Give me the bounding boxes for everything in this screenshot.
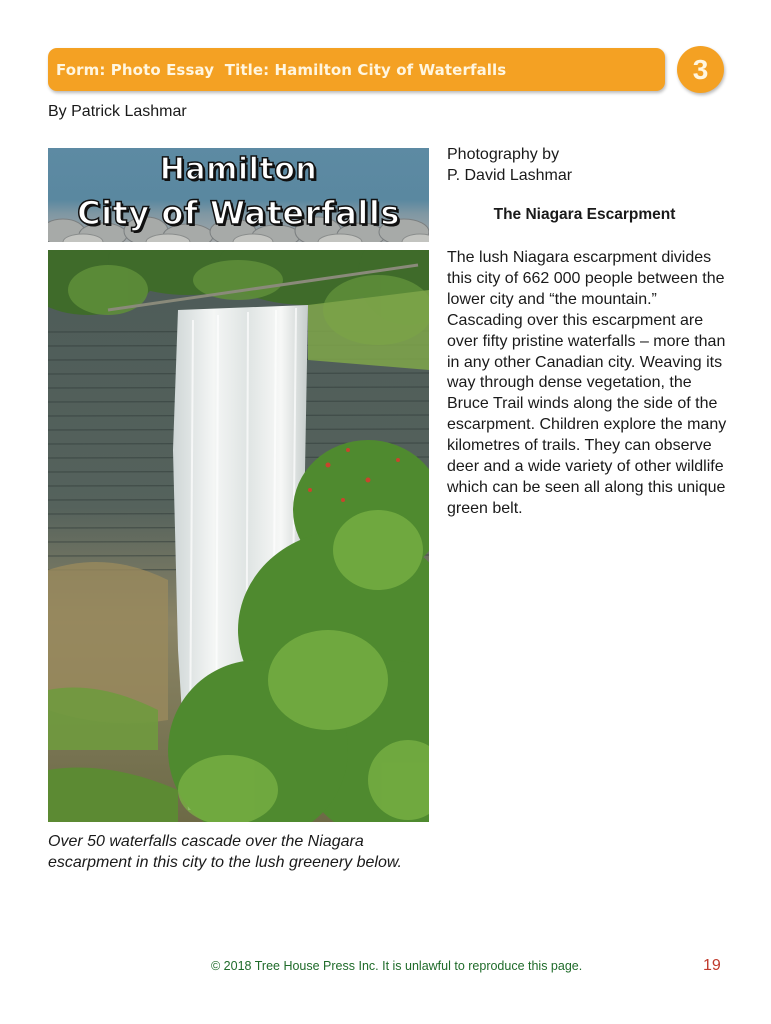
banner-title-line2: City of Waterfalls: [77, 194, 400, 232]
copyright-notice: © 2018 Tree House Press Inc. It is unlawful to reproduce this page.: [211, 959, 583, 973]
form-title-text: Form: Photo Essay Title: Hamilton City of Waterfalls: [56, 60, 507, 79]
photo-caption: Over 50 waterfalls cascade over the Niagara escarpment in this city to the lush greenery below.: [48, 833, 402, 871]
section-heading: The Niagara Escarpment: [493, 206, 676, 223]
form-title-bar: [48, 48, 665, 91]
photo-credit: [447, 144, 572, 186]
banner-title-line1: Hamilton: [159, 152, 318, 187]
author-byline: By Patrick Lashmar: [48, 103, 187, 120]
waterfall-photo: [48, 250, 429, 822]
essay-body: The lush Niagara escarpment divides this city of 662 000 people between the lower city and “the mountain.” Cascading over this escarpment are over fifty pristine waterfalls – more than in any other Canadian city. Weaving its way through dense vegetation, the Bruce Trail winds along the side of the escarpment. Children explore the many kilometres of trails. They can observe deer and a wide variety of other wildlife which can be seen all along this unique green belt.: [447, 249, 727, 517]
photographer-name: P. David Lashmar: [447, 167, 573, 184]
title-banner: [48, 148, 429, 242]
level-badge: 3: [677, 46, 724, 93]
photo-credit-label: Photography by: [447, 146, 560, 163]
waterfall-image: [48, 250, 429, 822]
page-number: 19: [703, 957, 721, 974]
